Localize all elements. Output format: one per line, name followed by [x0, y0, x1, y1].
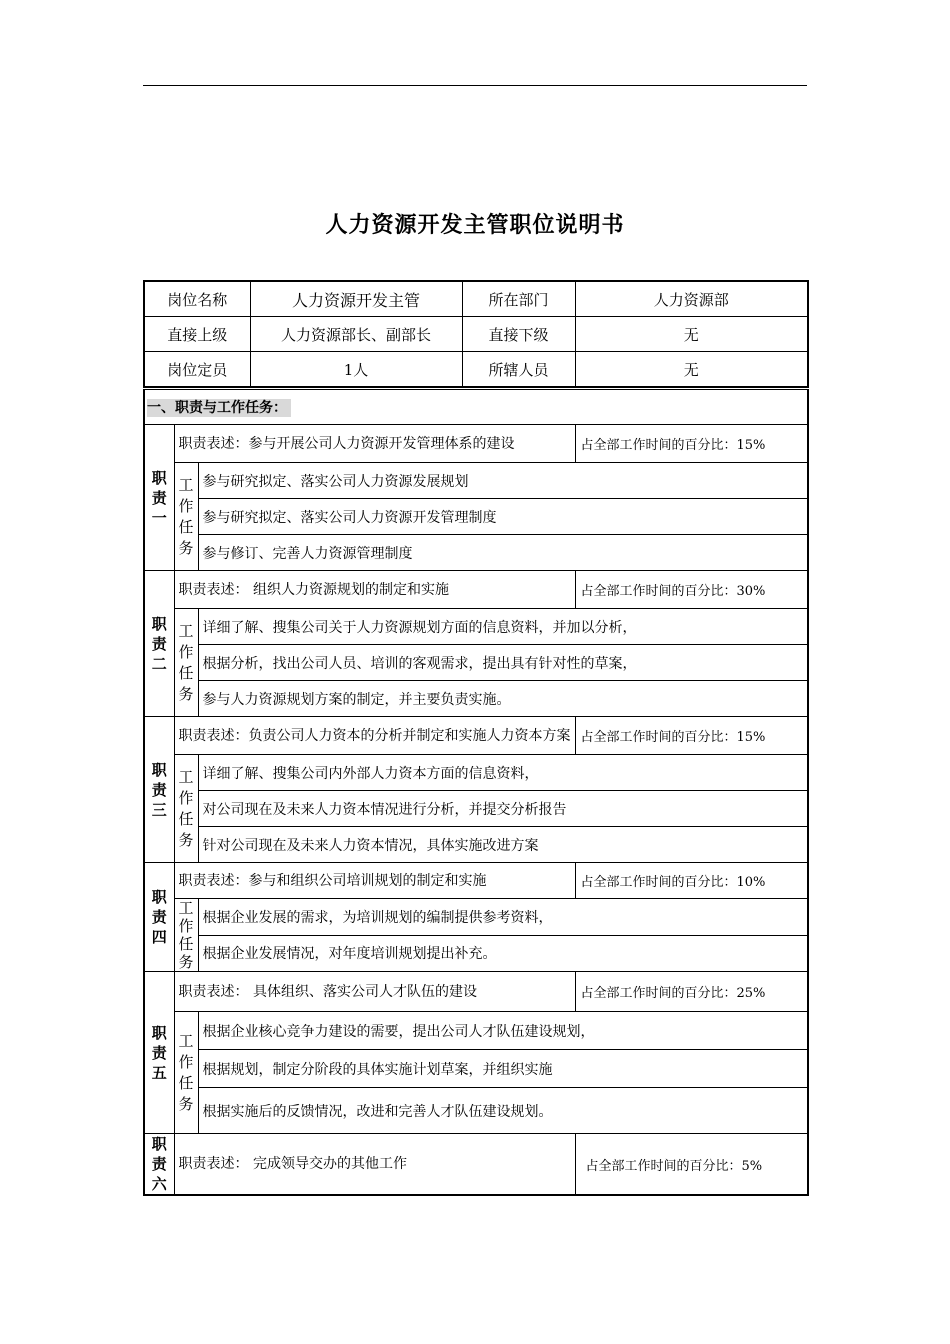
info-value: 人力资源开发主管: [250, 281, 462, 317]
task-item: 针对公司现在及未来人力资本情况，具体实施改进方案: [198, 827, 808, 863]
duty-pct: 占全部工作时间的百分比：10%: [575, 863, 808, 899]
info-label: 所辖人员: [462, 352, 575, 388]
info-label: 岗位定员: [144, 352, 250, 388]
info-table: [143, 280, 809, 388]
duty-desc: 职责表述：参与开展公司人力资源开发管理体系的建设: [174, 425, 575, 463]
duty-pct: 占全部工作时间的百分比：15%: [575, 717, 808, 755]
task-label: 工作任务: [174, 899, 198, 972]
section-heading: 一、职责与工作任务：: [144, 390, 808, 425]
info-label: 直接下级: [462, 317, 575, 352]
duty-name: 职责三: [144, 717, 174, 863]
duty-pct: 占全部工作时间的百分比：15%: [575, 425, 808, 463]
info-value: 无: [575, 317, 808, 352]
duty-desc: 职责表述：负责公司人力资本的分析并制定和实施人力资本方案: [174, 717, 575, 755]
info-row: [144, 352, 808, 388]
info-label: 岗位名称: [144, 281, 250, 317]
task-item: 参与研究拟定、落实公司人力资源开发管理制度: [198, 499, 808, 535]
duty-desc: 职责表述： 组织人力资源规划的制定和实施: [174, 571, 575, 609]
task-item: 根据企业发展的需求，为培训规划的编制提供参考资料，: [198, 899, 808, 936]
duty-name: 职责五: [144, 972, 174, 1134]
info-row: [144, 281, 808, 317]
task-item: 对公司现在及未来人力资本情况进行分析，并提交分析报告: [198, 791, 808, 827]
info-row: [144, 317, 808, 352]
info-value: 人力资源部: [575, 281, 808, 317]
task-item: 详细了解、搜集公司内外部人力资本方面的信息资料，: [198, 755, 808, 791]
task-item: 参与人力资源规划方案的制定，并主要负责实施。: [198, 681, 808, 717]
duty-pct: 占全部工作时间的百分比：5%: [575, 1134, 808, 1196]
task-item: 参与修订、完善人力资源管理制度: [198, 535, 808, 571]
task-label: 工作任务: [174, 1012, 198, 1134]
duty-desc: 职责表述：参与和组织公司培训规划的制定和实施: [174, 863, 575, 899]
task-label: 工作任务: [174, 463, 198, 571]
task-label: 工作任务: [174, 755, 198, 863]
header-rule: [143, 85, 807, 86]
task-item: 参与研究拟定、落实公司人力资源发展规划: [198, 463, 808, 499]
duty-name: 职责四: [144, 863, 174, 972]
info-value: 1人: [250, 352, 462, 388]
duty-name: 职责一: [144, 425, 174, 571]
info-label: 所在部门: [462, 281, 575, 317]
page-title: 人力资源开发主管职位说明书: [325, 213, 625, 238]
task-item: 根据规划，制定分阶段的具体实施计划草案，并组织实施: [198, 1050, 808, 1088]
duty-pct: 占全部工作时间的百分比：30%: [575, 571, 808, 609]
task-item: 根据企业核心竞争力建设的需要，提出公司人才队伍建设规划，: [198, 1012, 808, 1050]
info-value: 人力资源部长、副部长: [250, 317, 462, 352]
duty-name: 职责二: [144, 571, 174, 717]
duty-pct: 占全部工作时间的百分比：25%: [575, 972, 808, 1012]
task-label: 工作任务: [174, 609, 198, 717]
duty-desc: 职责表述： 完成领导交办的其他工作: [174, 1134, 575, 1196]
duty-desc: 职责表述： 具体组织、落实公司人才队伍的建设: [174, 972, 575, 1012]
task-item: 根据实施后的反馈情况，改进和完善人才队伍建设规划。: [198, 1088, 808, 1134]
info-label: 直接上级: [144, 317, 250, 352]
task-item: 详细了解、搜集公司关于人力资源规划方面的信息资料，并加以分析，: [198, 609, 808, 645]
task-item: 根据分析，找出公司人员、培训的客观需求，提出具有针对性的草案，: [198, 645, 808, 681]
info-value: 无: [575, 352, 808, 388]
task-item: 根据企业发展情况，对年度培训规划提出补充。: [198, 935, 808, 972]
duties-table: [143, 389, 809, 1196]
duty-name: 职责六: [144, 1134, 174, 1196]
